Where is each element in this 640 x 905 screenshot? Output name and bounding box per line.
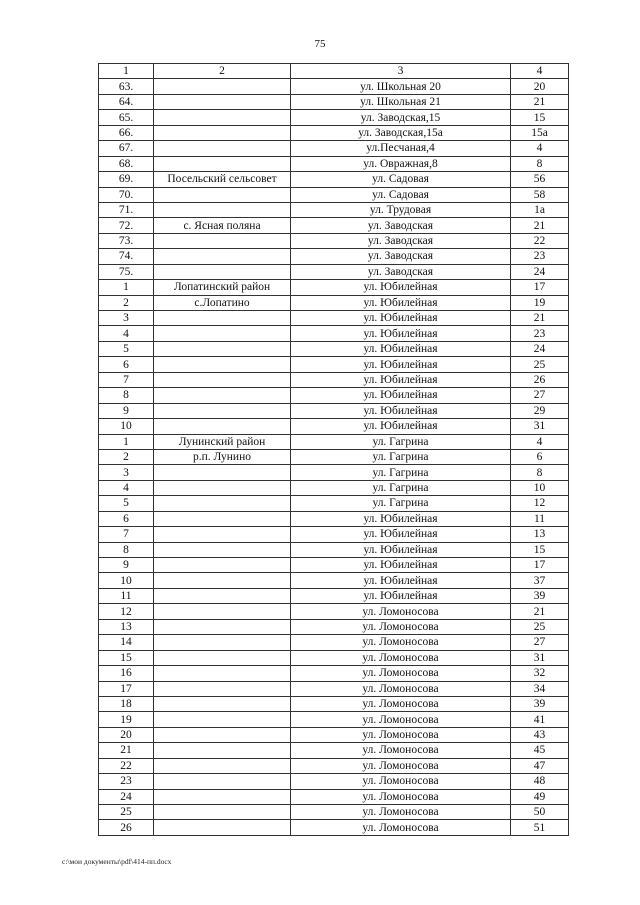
locality-cell — [154, 712, 291, 727]
house-number-cell: 51 — [511, 820, 569, 835]
house-number-cell: 49 — [511, 789, 569, 804]
row-number-cell: 75. — [99, 264, 154, 279]
row-number-cell: 7 — [99, 372, 154, 387]
table-row — [99, 125, 569, 140]
header-col-3: 3 — [291, 64, 511, 79]
street-address-cell: ул. Юбилейная — [291, 341, 511, 356]
table-row — [99, 110, 569, 125]
row-number-cell: 13 — [99, 619, 154, 634]
row-number-cell: 8 — [99, 542, 154, 557]
house-number-cell: 48 — [511, 774, 569, 789]
row-number-cell: 70. — [99, 187, 154, 202]
street-address-cell: ул. Юбилейная — [291, 311, 511, 326]
house-number-cell: 15а — [511, 125, 569, 140]
street-address-cell: ул. Школьная 20 — [291, 79, 511, 94]
street-address-cell: ул. Заводская — [291, 264, 511, 279]
table-row — [99, 403, 569, 418]
street-address-cell: ул. Юбилейная — [291, 295, 511, 310]
table-row — [99, 527, 569, 542]
table-row — [99, 619, 569, 634]
row-number-cell: 26 — [99, 820, 154, 835]
locality-cell — [154, 588, 291, 603]
house-number-cell: 13 — [511, 527, 569, 542]
house-number-cell: 4 — [511, 141, 569, 156]
table-row — [99, 805, 569, 820]
street-address-cell: ул. Овражная,8 — [291, 156, 511, 171]
table-row — [99, 326, 569, 341]
row-number-cell: 68. — [99, 156, 154, 171]
locality-cell — [154, 758, 291, 773]
row-number-cell: 1 — [99, 434, 154, 449]
row-number-cell: 3 — [99, 465, 154, 480]
street-address-cell: ул. Школьная 21 — [291, 94, 511, 109]
street-address-cell: ул. Юбилейная — [291, 419, 511, 434]
house-number-cell: 39 — [511, 696, 569, 711]
row-number-cell: 71. — [99, 202, 154, 217]
house-number-cell: 4 — [511, 434, 569, 449]
row-number-cell: 1 — [99, 280, 154, 295]
street-address-cell: ул. Заводская,15а — [291, 125, 511, 140]
house-number-cell: 22 — [511, 233, 569, 248]
street-address-cell: ул. Юбилейная — [291, 527, 511, 542]
house-number-cell: 26 — [511, 372, 569, 387]
street-address-cell: ул. Гагрина — [291, 480, 511, 495]
house-number-cell: 6 — [511, 449, 569, 464]
house-number-cell: 20 — [511, 79, 569, 94]
row-number-cell: 23 — [99, 774, 154, 789]
street-address-cell: ул. Юбилейная — [291, 388, 511, 403]
table-row — [99, 202, 569, 217]
table-row — [99, 480, 569, 495]
house-number-cell: 12 — [511, 496, 569, 511]
table-row — [99, 79, 569, 94]
street-address-cell: ул. Ломоносова — [291, 666, 511, 681]
street-address-cell: ул. Юбилейная — [291, 403, 511, 418]
locality-cell — [154, 820, 291, 835]
locality-cell — [154, 558, 291, 573]
locality-cell — [154, 480, 291, 495]
row-number-cell: 16 — [99, 666, 154, 681]
locality-cell — [154, 264, 291, 279]
row-number-cell: 67. — [99, 141, 154, 156]
street-address-cell: ул. Ломоносова — [291, 774, 511, 789]
locality-cell — [154, 125, 291, 140]
row-number-cell: 7 — [99, 527, 154, 542]
address-table — [98, 63, 569, 836]
locality-cell — [154, 465, 291, 480]
table-row — [99, 511, 569, 526]
table-row — [99, 172, 569, 187]
street-address-cell: ул. Юбилейная — [291, 558, 511, 573]
table-row — [99, 419, 569, 434]
locality-cell: Лопатинский район — [154, 280, 291, 295]
street-address-cell: ул. Ломоносова — [291, 650, 511, 665]
street-address-cell: ул. Садовая — [291, 187, 511, 202]
locality-cell — [154, 311, 291, 326]
house-number-cell: 41 — [511, 712, 569, 727]
locality-cell — [154, 650, 291, 665]
table-row — [99, 233, 569, 248]
table-row — [99, 727, 569, 742]
street-address-cell: ул. Гагрина — [291, 465, 511, 480]
table-row — [99, 187, 569, 202]
row-number-cell: 5 — [99, 341, 154, 356]
house-number-cell: 21 — [511, 311, 569, 326]
locality-cell — [154, 403, 291, 418]
locality-cell — [154, 419, 291, 434]
street-address-cell: ул. Юбилейная — [291, 588, 511, 603]
house-number-cell: 45 — [511, 743, 569, 758]
street-address-cell: ул. Ломоносова — [291, 696, 511, 711]
row-number-cell: 11 — [99, 588, 154, 603]
table-row — [99, 295, 569, 310]
row-number-cell: 9 — [99, 403, 154, 418]
house-number-cell: 25 — [511, 357, 569, 372]
house-number-cell: 8 — [511, 156, 569, 171]
locality-cell — [154, 249, 291, 264]
house-number-cell: 1а — [511, 202, 569, 217]
table-row — [99, 635, 569, 650]
table-row — [99, 341, 569, 356]
locality-cell: р.п. Лунино — [154, 449, 291, 464]
house-number-cell: 21 — [511, 94, 569, 109]
table-row — [99, 650, 569, 665]
house-number-cell: 27 — [511, 388, 569, 403]
table-row — [99, 388, 569, 403]
row-number-cell: 18 — [99, 696, 154, 711]
house-number-cell: 15 — [511, 110, 569, 125]
house-number-cell: 29 — [511, 403, 569, 418]
house-number-cell: 31 — [511, 650, 569, 665]
table-row — [99, 280, 569, 295]
street-address-cell: ул. Юбилейная — [291, 372, 511, 387]
table-row — [99, 681, 569, 696]
table-row — [99, 558, 569, 573]
row-number-cell: 73. — [99, 233, 154, 248]
locality-cell: Посельский сельсовет — [154, 172, 291, 187]
locality-cell — [154, 635, 291, 650]
table-row — [99, 666, 569, 681]
row-number-cell: 3 — [99, 311, 154, 326]
header-col-1: 1 — [99, 64, 154, 79]
street-address-cell: ул. Ломоносова — [291, 712, 511, 727]
page-number: 75 — [314, 38, 326, 50]
table-row — [99, 789, 569, 804]
street-address-cell: ул. Заводская — [291, 233, 511, 248]
table-row — [99, 820, 569, 835]
locality-cell — [154, 496, 291, 511]
row-number-cell: 8 — [99, 388, 154, 403]
locality-cell — [154, 604, 291, 619]
house-number-cell: 10 — [511, 480, 569, 495]
house-number-cell: 17 — [511, 558, 569, 573]
row-number-cell: 15 — [99, 650, 154, 665]
table-row — [99, 604, 569, 619]
locality-cell — [154, 79, 291, 94]
locality-cell — [154, 326, 291, 341]
table-row — [99, 434, 569, 449]
street-address-cell: ул. Садовая — [291, 172, 511, 187]
street-address-cell: ул. Юбилейная — [291, 511, 511, 526]
locality-cell — [154, 187, 291, 202]
locality-cell — [154, 233, 291, 248]
row-number-cell: 2 — [99, 295, 154, 310]
locality-cell — [154, 372, 291, 387]
street-address-cell: ул. Юбилейная — [291, 573, 511, 588]
street-address-cell: ул. Ломоносова — [291, 727, 511, 742]
locality-cell: с.Лопатино — [154, 295, 291, 310]
house-number-cell: 15 — [511, 542, 569, 557]
row-number-cell: 72. — [99, 218, 154, 233]
locality-cell — [154, 805, 291, 820]
locality-cell — [154, 94, 291, 109]
street-address-cell: ул. Юбилейная — [291, 280, 511, 295]
locality-cell — [154, 341, 291, 356]
table-row — [99, 311, 569, 326]
row-number-cell: 24 — [99, 789, 154, 804]
table-row — [99, 264, 569, 279]
house-number-cell: 21 — [511, 218, 569, 233]
table-row — [99, 94, 569, 109]
table-row — [99, 758, 569, 773]
locality-cell — [154, 388, 291, 403]
table-row — [99, 696, 569, 711]
header-row — [99, 64, 569, 79]
house-number-cell: 21 — [511, 604, 569, 619]
table-row — [99, 465, 569, 480]
table-body — [99, 79, 569, 835]
locality-cell — [154, 789, 291, 804]
house-number-cell: 24 — [511, 264, 569, 279]
table-row — [99, 588, 569, 603]
house-number-cell: 8 — [511, 465, 569, 480]
row-number-cell: 6 — [99, 511, 154, 526]
house-number-cell: 19 — [511, 295, 569, 310]
street-address-cell: ул. Заводская,15 — [291, 110, 511, 125]
table-row — [99, 218, 569, 233]
row-number-cell: 19 — [99, 712, 154, 727]
locality-cell — [154, 681, 291, 696]
house-number-cell: 23 — [511, 249, 569, 264]
row-number-cell: 20 — [99, 727, 154, 742]
row-number-cell: 2 — [99, 449, 154, 464]
locality-cell: с. Ясная поляна — [154, 218, 291, 233]
locality-cell — [154, 527, 291, 542]
row-number-cell: 5 — [99, 496, 154, 511]
house-number-cell: 39 — [511, 588, 569, 603]
locality-cell — [154, 619, 291, 634]
house-number-cell: 43 — [511, 727, 569, 742]
row-number-cell: 4 — [99, 326, 154, 341]
house-number-cell: 58 — [511, 187, 569, 202]
house-number-cell: 27 — [511, 635, 569, 650]
street-address-cell: ул. Ломоносова — [291, 789, 511, 804]
table-row — [99, 156, 569, 171]
locality-cell — [154, 774, 291, 789]
row-number-cell: 9 — [99, 558, 154, 573]
street-address-cell: ул. Заводская — [291, 249, 511, 264]
locality-cell — [154, 141, 291, 156]
house-number-cell: 56 — [511, 172, 569, 187]
footer-file-path: c:\мои документы\pdf\414-пп.docx — [62, 857, 172, 866]
house-number-cell: 11 — [511, 511, 569, 526]
street-address-cell: ул. Юбилейная — [291, 542, 511, 557]
table-header — [99, 64, 569, 79]
house-number-cell: 50 — [511, 805, 569, 820]
locality-cell — [154, 357, 291, 372]
house-number-cell: 32 — [511, 666, 569, 681]
street-address-cell: ул. Ломоносова — [291, 820, 511, 835]
street-address-cell: ул. Ломоносова — [291, 805, 511, 820]
table-row — [99, 249, 569, 264]
street-address-cell: ул. Ломоносова — [291, 681, 511, 696]
row-number-cell: 64. — [99, 94, 154, 109]
street-address-cell: ул. Гагрина — [291, 496, 511, 511]
header-col-4: 4 — [511, 64, 569, 79]
table-row — [99, 449, 569, 464]
house-number-cell: 17 — [511, 280, 569, 295]
row-number-cell: 12 — [99, 604, 154, 619]
street-address-cell: ул. Ломоносова — [291, 604, 511, 619]
row-number-cell: 10 — [99, 419, 154, 434]
locality-cell — [154, 511, 291, 526]
locality-cell — [154, 573, 291, 588]
street-address-cell: ул. Юбилейная — [291, 357, 511, 372]
house-number-cell: 25 — [511, 619, 569, 634]
table-row — [99, 542, 569, 557]
street-address-cell: ул.Песчаная,4 — [291, 141, 511, 156]
table-row — [99, 712, 569, 727]
locality-cell — [154, 542, 291, 557]
street-address-cell: ул. Ломоносова — [291, 743, 511, 758]
house-number-cell: 23 — [511, 326, 569, 341]
house-number-cell: 34 — [511, 681, 569, 696]
street-address-cell: ул. Ломоносова — [291, 619, 511, 634]
table-row — [99, 141, 569, 156]
row-number-cell: 25 — [99, 805, 154, 820]
table-row — [99, 372, 569, 387]
house-number-cell: 47 — [511, 758, 569, 773]
street-address-cell: ул. Ломоносова — [291, 635, 511, 650]
locality-cell — [154, 743, 291, 758]
row-number-cell: 17 — [99, 681, 154, 696]
row-number-cell: 21 — [99, 743, 154, 758]
locality-cell — [154, 202, 291, 217]
locality-cell: Лунинский район — [154, 434, 291, 449]
locality-cell — [154, 727, 291, 742]
street-address-cell: ул. Заводская — [291, 218, 511, 233]
table-row — [99, 496, 569, 511]
row-number-cell: 66. — [99, 125, 154, 140]
table-row — [99, 743, 569, 758]
locality-cell — [154, 666, 291, 681]
row-number-cell: 63. — [99, 79, 154, 94]
street-address-cell: ул. Гагрина — [291, 449, 511, 464]
header-col-2: 2 — [154, 64, 291, 79]
street-address-cell: ул. Юбилейная — [291, 326, 511, 341]
house-number-cell: 37 — [511, 573, 569, 588]
row-number-cell: 6 — [99, 357, 154, 372]
table-row — [99, 573, 569, 588]
street-address-cell: ул. Гагрина — [291, 434, 511, 449]
table-row — [99, 357, 569, 372]
row-number-cell: 69. — [99, 172, 154, 187]
row-number-cell: 14 — [99, 635, 154, 650]
table-row — [99, 774, 569, 789]
row-number-cell: 65. — [99, 110, 154, 125]
street-address-cell: ул. Трудовая — [291, 202, 511, 217]
house-number-cell: 24 — [511, 341, 569, 356]
row-number-cell: 4 — [99, 480, 154, 495]
street-address-cell: ул. Ломоносова — [291, 758, 511, 773]
locality-cell — [154, 696, 291, 711]
locality-cell — [154, 110, 291, 125]
row-number-cell: 74. — [99, 249, 154, 264]
row-number-cell: 22 — [99, 758, 154, 773]
locality-cell — [154, 156, 291, 171]
row-number-cell: 10 — [99, 573, 154, 588]
house-number-cell: 31 — [511, 419, 569, 434]
